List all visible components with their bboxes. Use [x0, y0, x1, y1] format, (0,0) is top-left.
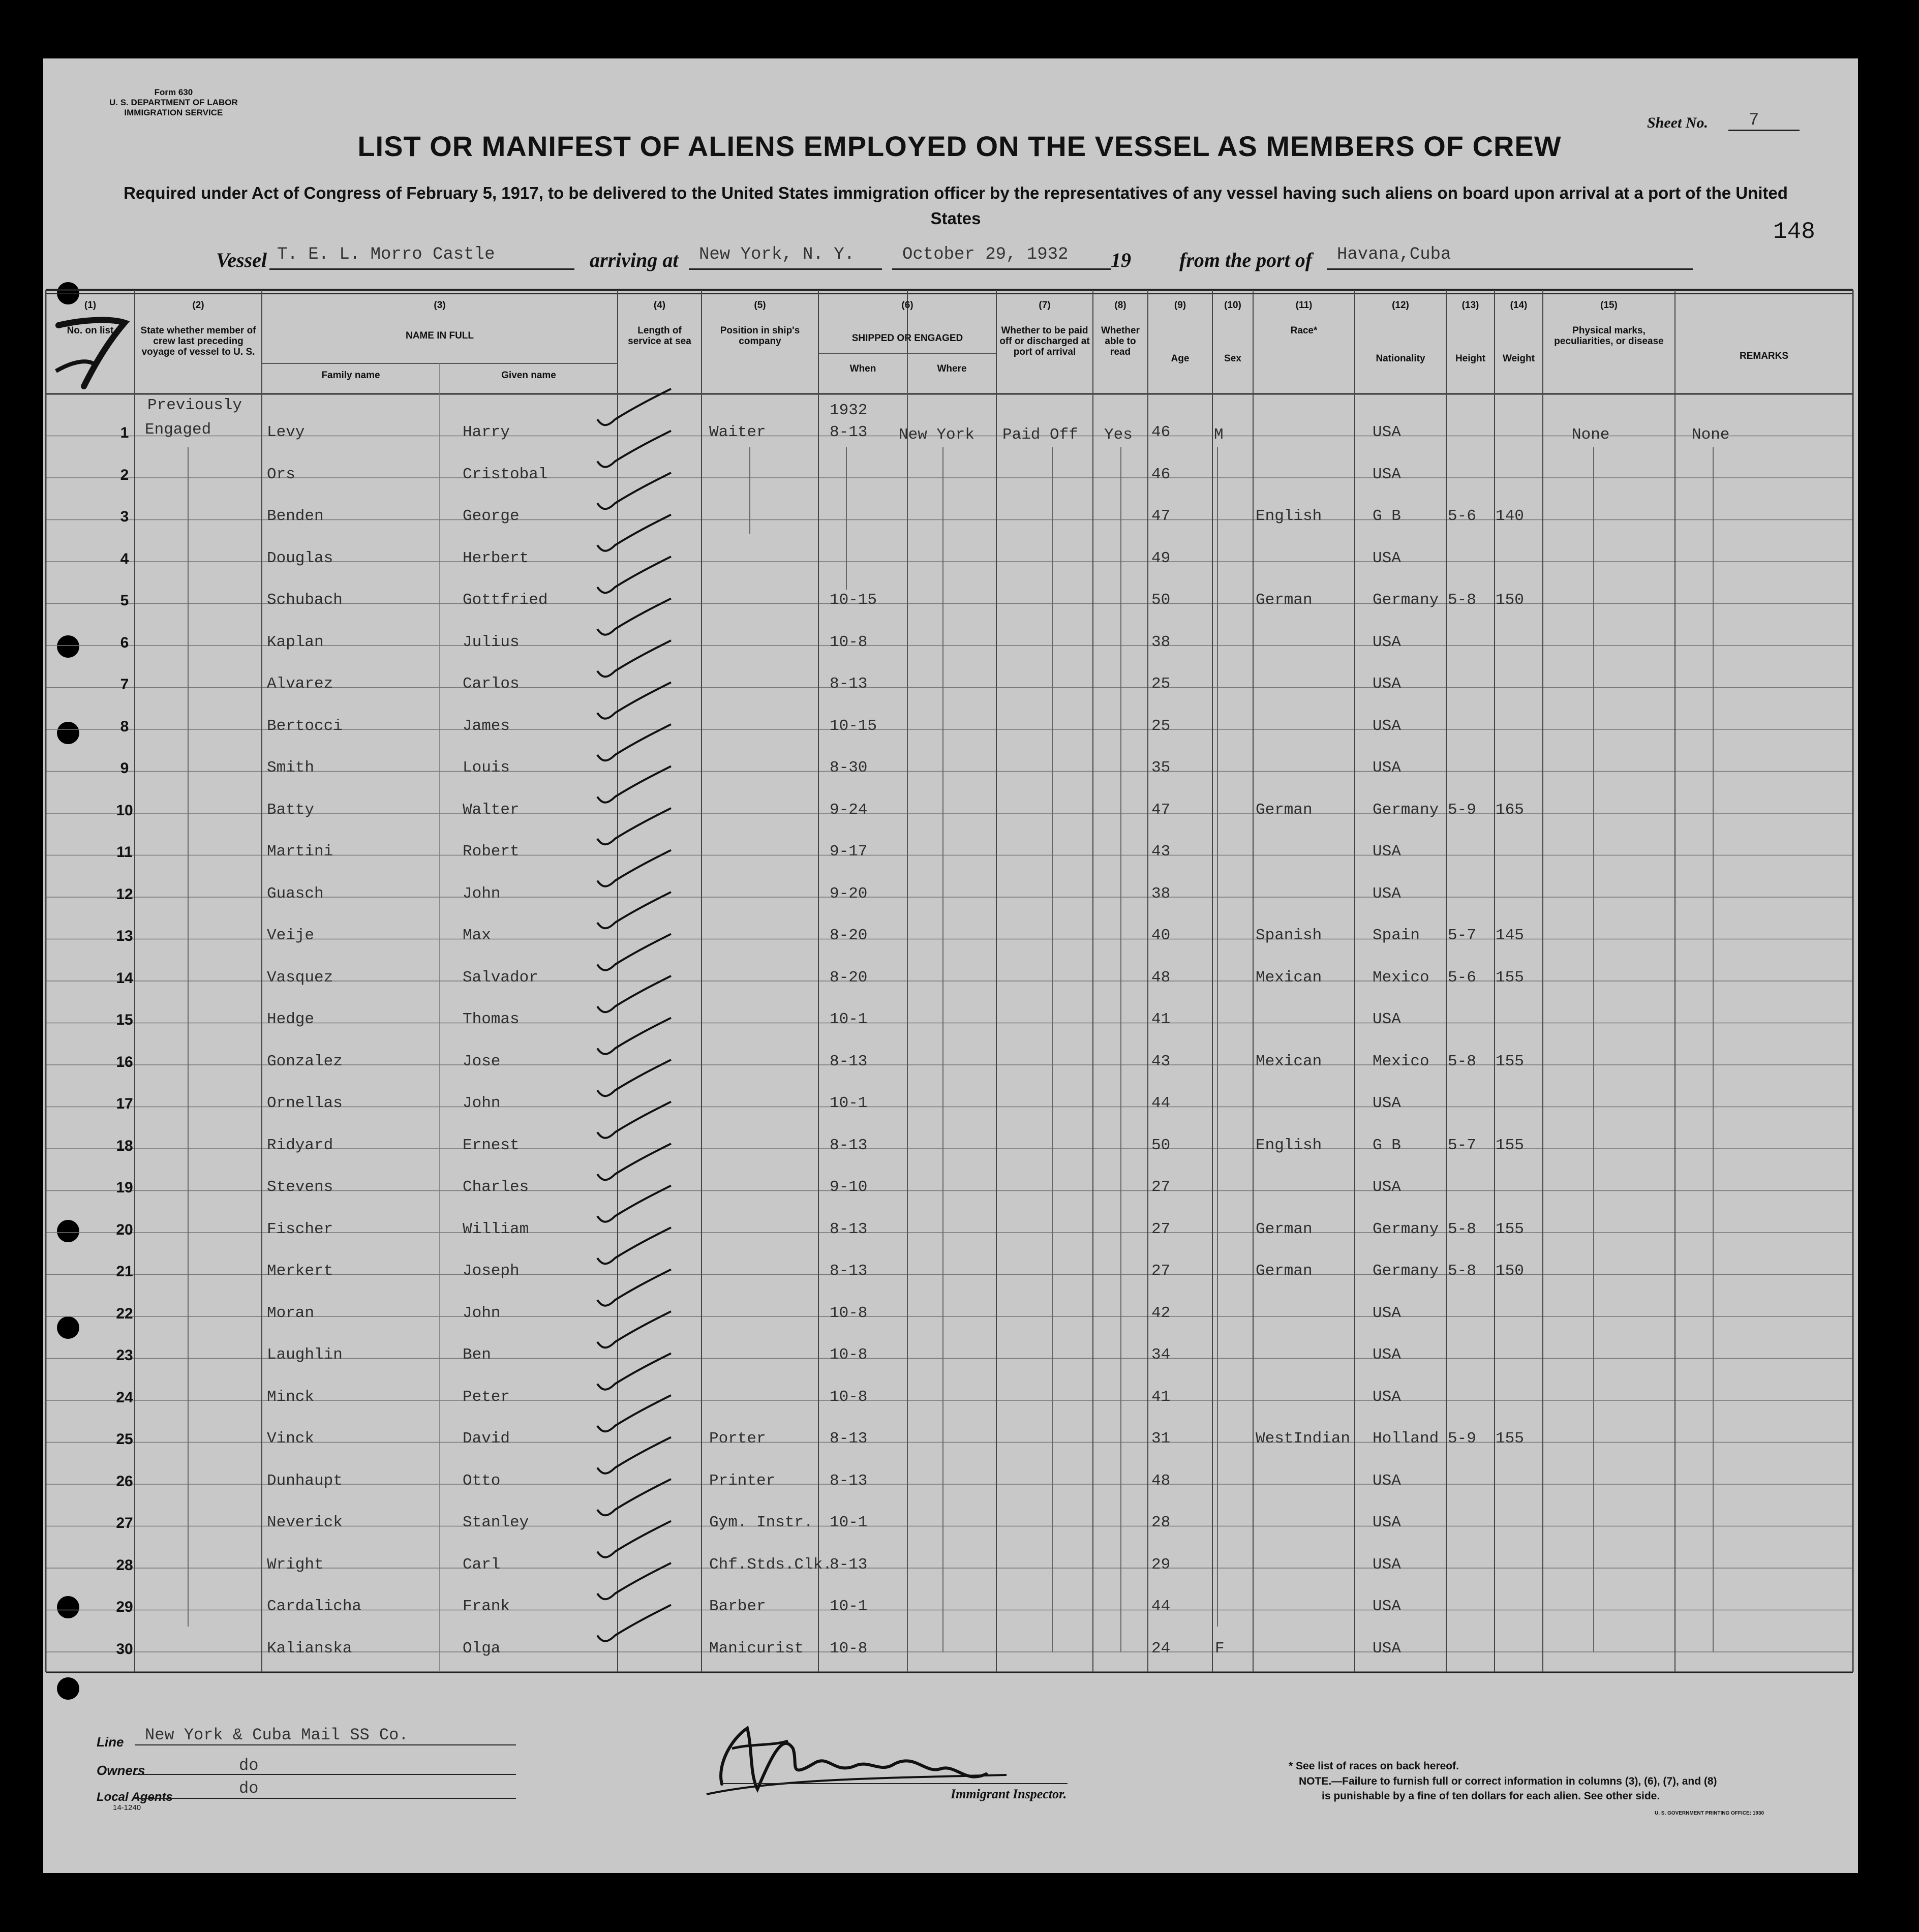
row-number: 16 — [116, 1053, 133, 1070]
column-number: (4) — [653, 300, 666, 311]
age: 50 — [1151, 1136, 1171, 1154]
nationality: USA — [1373, 1178, 1401, 1196]
nationality: USA — [1373, 675, 1401, 693]
height: 5-6 — [1448, 968, 1476, 987]
nationality: Germany — [1373, 1220, 1439, 1238]
age: 31 — [1151, 1430, 1171, 1448]
column-subheader: When — [849, 363, 876, 374]
height: 5-8 — [1448, 591, 1476, 609]
height: 5-8 — [1448, 1262, 1476, 1280]
row-number: 15 — [116, 1011, 133, 1028]
age: 35 — [1151, 759, 1171, 777]
age: 25 — [1151, 675, 1171, 693]
row-number: 8 — [120, 718, 129, 735]
family-name: Levy — [267, 423, 305, 441]
position: Gym. Instr. — [709, 1514, 813, 1531]
row-number: 18 — [116, 1137, 133, 1154]
given-name: Peter — [463, 1388, 510, 1406]
height: 5-7 — [1448, 1136, 1476, 1154]
height: 5-9 — [1448, 1430, 1476, 1448]
height: 5-8 — [1448, 1052, 1476, 1070]
race: German — [1256, 801, 1313, 819]
family-name: Vasquez — [267, 968, 333, 987]
family-name: Merkert — [267, 1262, 333, 1280]
shipped-when: 8-13 — [830, 675, 868, 693]
engaged-text: Engaged — [145, 421, 211, 439]
line-label: Line — [97, 1734, 124, 1750]
given-name: Ben — [463, 1346, 491, 1364]
weight: 155 — [1496, 1430, 1524, 1448]
age: 27 — [1151, 1178, 1171, 1196]
column-header: Height — [1455, 353, 1486, 364]
column-header: Sex — [1224, 353, 1241, 364]
given-name: Joseph — [463, 1262, 520, 1280]
row-number: 22 — [116, 1305, 133, 1322]
shipped-when: 8-13 — [830, 1052, 868, 1070]
given-name: Julius — [463, 633, 520, 651]
owners-value: do — [239, 1756, 259, 1775]
row-number: 5 — [120, 592, 129, 609]
weight: 165 — [1496, 801, 1524, 819]
sheet-label: Sheet No. — [1647, 114, 1708, 131]
given-name: Louis — [463, 759, 510, 777]
shipped-when: 8-13 — [830, 423, 868, 441]
nationality: USA — [1373, 1094, 1401, 1112]
age: 27 — [1151, 1220, 1171, 1238]
age: 28 — [1151, 1514, 1171, 1531]
position: Barber — [709, 1598, 766, 1615]
family-name: Gonzalez — [267, 1052, 343, 1070]
shipped-when: 10-8 — [830, 1388, 868, 1406]
family-name: Dunhaupt — [267, 1471, 343, 1490]
shipped-when: 8-13 — [830, 1136, 868, 1154]
column-header: Whether able to read — [1101, 325, 1140, 357]
inspector-label: Immigrant Inspector. — [951, 1787, 1067, 1801]
given-name: John — [463, 1304, 501, 1322]
row-number: 9 — [120, 760, 129, 777]
given-name: Harry — [463, 423, 510, 441]
family-name: Ors — [267, 465, 295, 483]
nationality: Germany — [1373, 1262, 1439, 1280]
column-header: REMARKS — [1739, 351, 1789, 361]
note-races: * See list of races on back hereof. — [1289, 1760, 1459, 1772]
position: Porter — [709, 1430, 766, 1448]
row-number: 28 — [116, 1556, 133, 1574]
column-number: (7) — [1039, 300, 1051, 311]
family-name: Veije — [267, 927, 315, 944]
given-name: George — [463, 507, 520, 525]
nationality: USA — [1373, 1304, 1401, 1322]
given-name: John — [463, 1094, 501, 1112]
family-name: Moran — [267, 1304, 315, 1322]
given-name: John — [463, 884, 501, 903]
sex: F — [1215, 1639, 1225, 1658]
height: 5-8 — [1448, 1220, 1476, 1238]
nationality: Germany — [1373, 591, 1439, 609]
family-name: Ornellas — [267, 1094, 343, 1112]
row-number: 2 — [120, 466, 129, 483]
column-header: Physical marks, peculiarities, or disease — [1554, 325, 1664, 347]
nationality: USA — [1373, 633, 1401, 651]
column-header: Age — [1171, 353, 1190, 364]
column-header: NAME IN FULL — [405, 330, 474, 341]
family-name: Minck — [267, 1388, 315, 1406]
line-value: New York & Cuba Mail SS Co. — [145, 1726, 409, 1744]
page-subtitle: Required under Act of Congress of February 5, 1917, to be delivered to the United States immigration officer by the representatives of any vessel having such aliens on board upon arrival at a port of the United States — [124, 183, 1788, 228]
column-subheader: Family name — [321, 370, 380, 381]
shipped-when: 10-1 — [830, 1514, 868, 1531]
column-header: Position in ship's company — [720, 325, 800, 347]
race: German — [1256, 1220, 1313, 1238]
page-number: 148 — [1773, 219, 1815, 245]
previously-text: Previously — [147, 396, 242, 414]
from-label: from the port of — [1179, 249, 1313, 271]
age: 29 — [1151, 1555, 1171, 1574]
nationality: USA — [1373, 884, 1401, 903]
nationality: USA — [1373, 1555, 1401, 1574]
family-name: Laughlin — [267, 1346, 343, 1364]
column-number: (13) — [1461, 300, 1479, 311]
row-number: 27 — [116, 1515, 133, 1531]
given-name: Gottfried — [463, 591, 548, 609]
family-name: Ridyard — [267, 1136, 333, 1154]
shipped-when: 10-8 — [830, 1346, 868, 1364]
shipped-when: 8-13 — [830, 1262, 868, 1280]
owners-underline — [135, 1774, 516, 1775]
age: 41 — [1151, 1388, 1171, 1406]
shipped-when: 8-13 — [830, 1555, 868, 1574]
from-port: Havana,Cuba — [1337, 245, 1451, 264]
nationality: USA — [1373, 1514, 1401, 1531]
age: 34 — [1151, 1346, 1171, 1364]
age: 48 — [1151, 1471, 1171, 1490]
nationality: USA — [1373, 717, 1401, 735]
nationality: USA — [1373, 1388, 1401, 1406]
age: 41 — [1151, 1010, 1171, 1028]
nationality: USA — [1373, 465, 1401, 483]
arriving-label: arriving at — [590, 249, 679, 271]
family-name: Hedge — [267, 1010, 315, 1028]
age: 46 — [1151, 423, 1171, 441]
remarks: None — [1692, 426, 1730, 444]
row-number: 29 — [116, 1599, 133, 1615]
column-number: (12) — [1392, 300, 1409, 311]
vessel-name: T. E. L. Morro Castle — [277, 245, 495, 264]
column-number: (1) — [84, 300, 97, 311]
shipped-when: 9-17 — [830, 843, 868, 861]
nationality: USA — [1373, 1010, 1401, 1028]
row-number: 13 — [116, 928, 133, 944]
column-number: (9) — [1174, 300, 1186, 311]
column-number: (14) — [1510, 300, 1528, 311]
given-name: Frank — [463, 1598, 510, 1615]
given-name: Thomas — [463, 1010, 520, 1028]
able-to-read: Yes — [1104, 426, 1133, 444]
family-name: Neverick — [267, 1514, 343, 1531]
agents-underline — [135, 1798, 516, 1799]
row-number: 1 — [120, 424, 129, 441]
family-name: Martini — [267, 843, 333, 861]
row-number: 25 — [116, 1431, 133, 1448]
shipped-when: 8-20 — [830, 927, 868, 944]
family-name: Kalianska — [267, 1639, 352, 1658]
given-name: William — [463, 1220, 529, 1238]
shipped-when: 10-1 — [830, 1010, 868, 1028]
column-number: (11) — [1295, 300, 1313, 311]
height: 5-6 — [1448, 507, 1476, 525]
row-number: 10 — [116, 802, 133, 819]
given-name: Robert — [463, 843, 520, 861]
shipped-when: 10-1 — [830, 1094, 868, 1112]
family-name: Schubach — [267, 591, 343, 609]
given-name: Charles — [463, 1178, 529, 1196]
race: Spanish — [1256, 927, 1322, 944]
family-name: Kaplan — [267, 633, 324, 651]
nationality: Holland — [1373, 1430, 1439, 1448]
family-name: Alvarez — [267, 675, 333, 693]
nationality: Mexico — [1373, 1052, 1429, 1070]
age: 24 — [1151, 1639, 1171, 1658]
age: 47 — [1151, 507, 1171, 525]
agents-label: Local Agents — [97, 1790, 173, 1804]
family-name: Smith — [267, 759, 315, 777]
nationality: G B — [1373, 1136, 1401, 1154]
column-header: Whether to be paid off or discharged at port of arrival — [999, 325, 1090, 357]
age: 43 — [1151, 843, 1171, 861]
nationality: USA — [1373, 423, 1401, 441]
form-id: Form 630 U. S. DEPARTMENT OF LABOR IMMIGRATION SERVICE — [109, 87, 238, 117]
race: Mexican — [1256, 1052, 1322, 1070]
given-name: James — [463, 717, 510, 735]
sheet-number: 7 — [1749, 111, 1759, 130]
nationality: USA — [1373, 1598, 1401, 1615]
shipped-when: 10-1 — [830, 1598, 868, 1615]
column-number: (6) — [901, 300, 913, 311]
shipped-when: 10-8 — [830, 1639, 868, 1658]
row-number: 26 — [116, 1473, 133, 1490]
row-number: 6 — [120, 634, 129, 651]
weight: 140 — [1496, 507, 1524, 525]
position: Waiter — [709, 423, 766, 441]
column-header: Nationality — [1376, 353, 1425, 364]
year-label: 19 — [1111, 249, 1131, 271]
column-header: Race* — [1290, 325, 1318, 336]
given-name: David — [463, 1430, 510, 1448]
shipped-when: 8-13 — [830, 1471, 868, 1490]
given-name: Max — [463, 927, 491, 944]
physical-marks: None — [1572, 426, 1610, 444]
nationality: Mexico — [1373, 968, 1429, 987]
age: 47 — [1151, 801, 1171, 819]
race: WestIndian — [1256, 1430, 1351, 1448]
shipped-when: 8-13 — [830, 1430, 868, 1448]
family-name: Batty — [267, 801, 315, 819]
age: 44 — [1151, 1598, 1171, 1615]
owners-label: Owners — [97, 1763, 145, 1778]
page-title: LIST OR MANIFEST OF ALIENS EMPLOYED ON THE VESSEL AS MEMBERS OF CREW — [357, 130, 1562, 162]
column-header: State whether member of crew last preceding voyage of vessel to U. S. — [140, 325, 256, 357]
row-number: 30 — [116, 1640, 133, 1658]
shipped-when: 8-20 — [830, 968, 868, 987]
note-failure: NOTE.—Failure to furnish full or correct information in columns (3), (6), (7), and (8) — [1299, 1775, 1717, 1787]
shipped-when: 9-24 — [830, 801, 868, 819]
row-number: 4 — [120, 550, 129, 567]
column-number: (5) — [754, 300, 766, 311]
given-name: Otto — [463, 1471, 501, 1490]
position: Manicurist — [709, 1639, 804, 1658]
given-name: Carlos — [463, 675, 520, 693]
sex-m: M — [1214, 426, 1224, 444]
given-name: Walter — [463, 801, 520, 819]
age: 50 — [1151, 591, 1171, 609]
shipped-when: 10-15 — [830, 717, 877, 735]
row-number: 7 — [120, 676, 129, 693]
weight: 150 — [1496, 1262, 1524, 1280]
row-number: 14 — [116, 969, 133, 987]
column-number: (15) — [1600, 300, 1618, 311]
race: English — [1256, 1136, 1322, 1154]
arriving-port: New York, N. Y. — [699, 245, 855, 264]
column-number: (8) — [1114, 300, 1126, 311]
nationality: USA — [1373, 1471, 1401, 1490]
nationality: Spain — [1373, 927, 1420, 944]
family-name: Cardalicha — [267, 1598, 362, 1615]
given-name: Olga — [463, 1639, 501, 1658]
agents-value: do — [239, 1779, 259, 1798]
column-subheader: Given name — [501, 370, 556, 381]
column-subheader: Where — [937, 363, 967, 374]
engaged-where: New York — [899, 426, 974, 444]
row-number: 17 — [116, 1095, 133, 1112]
row-number: 11 — [116, 844, 133, 861]
column-header: SHIPPED OR ENGAGED — [851, 333, 963, 344]
given-name: Jose — [463, 1052, 501, 1070]
age: 46 — [1151, 465, 1171, 483]
given-name: Stanley — [463, 1514, 529, 1531]
age: 43 — [1151, 1052, 1171, 1070]
family-name: Bertocci — [267, 717, 343, 735]
arrival-date: October 29, 1932 — [902, 245, 1069, 264]
shipped-when: 10-8 — [830, 633, 868, 651]
line-underline — [135, 1744, 516, 1745]
family-name: Benden — [267, 507, 324, 525]
family-name: Fischer — [267, 1220, 333, 1238]
shipped-when: 8-13 — [830, 1220, 868, 1238]
shipped-when: 10-8 — [830, 1304, 868, 1322]
shipped-when: 10-15 — [830, 591, 877, 609]
nationality: USA — [1373, 549, 1401, 567]
family-name: Douglas — [267, 549, 333, 567]
weight: 155 — [1496, 1052, 1524, 1070]
given-name: Carl — [463, 1555, 501, 1574]
column-header: Length of service at sea — [628, 325, 691, 347]
age: 27 — [1151, 1262, 1171, 1280]
race: German — [1256, 591, 1313, 609]
age: 42 — [1151, 1304, 1171, 1322]
row-number: 24 — [116, 1389, 133, 1406]
race: German — [1256, 1262, 1313, 1280]
weight: 150 — [1496, 591, 1524, 609]
nationality: USA — [1373, 843, 1401, 861]
height: 5-7 — [1448, 927, 1476, 944]
weight: 145 — [1496, 927, 1524, 944]
given-name: Ernest — [463, 1136, 520, 1154]
age: 44 — [1151, 1094, 1171, 1112]
nationality: Germany — [1373, 801, 1439, 819]
weight: 155 — [1496, 1136, 1524, 1154]
nationality: USA — [1373, 1639, 1401, 1658]
age: 48 — [1151, 968, 1171, 987]
column-header: No. on list — [67, 325, 114, 336]
weight: 155 — [1496, 1220, 1524, 1238]
printing-office: U. S. GOVERNMENT PRINTING OFFICE: 1930 — [1655, 1811, 1764, 1816]
row-number: 23 — [116, 1347, 133, 1364]
height: 5-9 — [1448, 801, 1476, 819]
age: 25 — [1151, 717, 1171, 735]
form-code: 14-1240 — [113, 1803, 141, 1812]
nationality: G B — [1373, 507, 1401, 525]
note-fine: is punishable by a fine of ten dollars for each alien. See other side. — [1322, 1790, 1660, 1802]
weight: 155 — [1496, 968, 1524, 987]
age: 38 — [1151, 884, 1171, 903]
nationality: USA — [1373, 1346, 1401, 1364]
race: English — [1256, 507, 1322, 525]
shipped-when: 8-30 — [830, 759, 868, 777]
shipped-when: 9-10 — [830, 1178, 868, 1196]
race: Mexican — [1256, 968, 1322, 987]
shipped-when: 9-20 — [830, 884, 868, 903]
row-number: 12 — [116, 885, 133, 903]
family-name: Stevens — [267, 1178, 333, 1196]
position: Printer — [709, 1471, 776, 1490]
row-number: 3 — [120, 508, 129, 525]
given-name: Salvador — [463, 968, 538, 987]
row-number: 20 — [116, 1221, 133, 1238]
given-name: Herbert — [463, 549, 529, 567]
row-number: 21 — [116, 1263, 133, 1280]
column-number: (2) — [192, 300, 204, 311]
position: Chf.Stds.Clk. — [709, 1555, 832, 1574]
family-name: Vinck — [267, 1430, 315, 1448]
row-number: 19 — [116, 1179, 133, 1196]
family-name: Wright — [267, 1555, 324, 1574]
column-number: (3) — [434, 300, 446, 311]
age: 49 — [1151, 549, 1171, 567]
family-name: Guasch — [267, 884, 324, 903]
given-name: Cristobal — [463, 465, 548, 483]
nationality: USA — [1373, 759, 1401, 777]
column-number: (10) — [1224, 300, 1241, 311]
paid-off: Paid Off — [1002, 426, 1078, 444]
engaged-year: 1932 — [830, 402, 868, 419]
column-header: Weight — [1503, 353, 1535, 364]
age: 38 — [1151, 633, 1171, 651]
inspector-underline — [722, 1783, 1068, 1784]
age: 40 — [1151, 927, 1171, 944]
vessel-label: Vessel — [216, 249, 267, 271]
